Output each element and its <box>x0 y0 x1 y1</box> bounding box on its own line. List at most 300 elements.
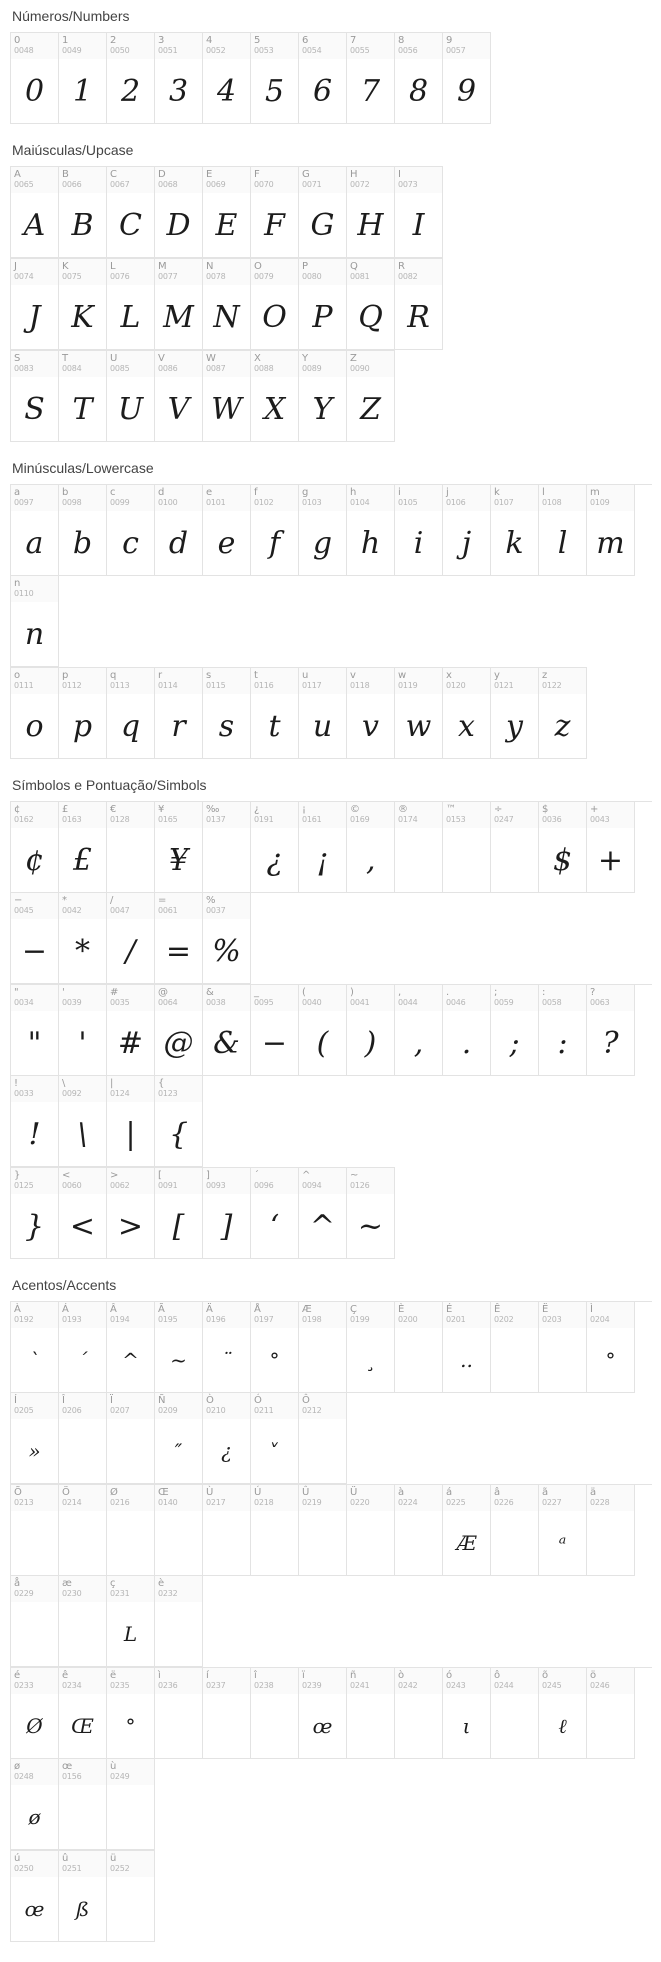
glyph-cell[interactable] <box>347 485 395 576</box>
glyph-cell[interactable] <box>203 259 251 350</box>
glyph-cell[interactable] <box>203 893 251 984</box>
glyph-header <box>59 485 106 511</box>
glyph-cell[interactable] <box>443 485 491 576</box>
glyph-cell[interactable] <box>107 351 155 442</box>
glyph-char-label: ó <box>446 1670 453 1681</box>
glyph-cell[interactable] <box>299 259 347 350</box>
glyph-char-label: g <box>302 487 309 498</box>
glyph-preview: v <box>362 708 379 744</box>
glyph-cell[interactable] <box>11 1851 59 1942</box>
glyph-cell[interactable] <box>107 1168 155 1259</box>
glyph-cell[interactable] <box>443 668 491 759</box>
glyph-preview: U <box>117 391 144 427</box>
glyph-cell[interactable] <box>107 1576 155 1667</box>
glyph-cell[interactable] <box>59 1393 107 1484</box>
glyph-cell[interactable] <box>443 1668 491 1759</box>
glyph-cell[interactable] <box>59 1302 107 1393</box>
glyph-cell[interactable] <box>203 668 251 759</box>
glyph-preview <box>59 1511 106 1575</box>
glyph-header <box>11 985 58 1011</box>
glyph-char-label: À <box>14 1304 21 1315</box>
glyph-char-label: = <box>158 895 167 906</box>
glyph-cell[interactable] <box>587 802 635 893</box>
glyph-cell[interactable] <box>155 1302 203 1393</box>
glyph-cell[interactable] <box>59 802 107 893</box>
glyph-preview <box>539 1328 586 1392</box>
glyph-cell[interactable] <box>11 1759 59 1850</box>
glyph-header <box>443 1302 490 1328</box>
glyph-header <box>59 668 106 694</box>
glyph-cell[interactable] <box>443 33 491 124</box>
glyph-cell[interactable] <box>587 1668 635 1759</box>
glyph-char-label: ÷ <box>494 804 503 815</box>
glyph-preview <box>587 1694 634 1758</box>
glyph-cell[interactable] <box>539 668 587 759</box>
glyph-code-label: 0162 <box>14 815 34 824</box>
glyph-header <box>539 1485 586 1511</box>
glyph-cell[interactable] <box>59 893 107 984</box>
glyph-char-label: ¥ <box>158 804 165 815</box>
glyph-code-label: 0071 <box>302 180 322 189</box>
glyph-cell[interactable] <box>155 33 203 124</box>
glyph-cell[interactable] <box>539 802 587 893</box>
glyph-preview: ° <box>269 1348 280 1372</box>
glyph-cell[interactable] <box>107 1485 155 1576</box>
glyph-cell[interactable] <box>59 1576 107 1667</box>
glyph-preview: p <box>72 708 93 744</box>
glyph-cell[interactable] <box>539 1302 587 1393</box>
glyph-cell[interactable] <box>347 668 395 759</box>
glyph-cell[interactable] <box>107 1851 155 1942</box>
glyph-cell[interactable] <box>395 668 443 759</box>
glyph-preview <box>203 828 250 892</box>
glyph-char-label: % <box>206 895 216 906</box>
glyph-preview: 3 <box>168 73 189 109</box>
glyph-cell[interactable] <box>251 351 299 442</box>
glyph-cell[interactable] <box>443 802 491 893</box>
glyph-cell[interactable] <box>299 668 347 759</box>
glyph-cell[interactable] <box>107 167 155 258</box>
glyph-char-label: ù <box>110 1761 117 1772</box>
glyph-cell[interactable] <box>203 1393 251 1484</box>
glyph-code-label: 0124 <box>110 1089 130 1098</box>
glyph-char-label: | <box>110 1078 114 1089</box>
glyph-header <box>11 167 58 193</box>
glyph-cell[interactable] <box>251 802 299 893</box>
glyph-cell[interactable] <box>155 485 203 576</box>
glyph-cell[interactable] <box>299 1668 347 1759</box>
glyph-cell[interactable] <box>155 1576 203 1667</box>
glyph-cell[interactable] <box>491 1668 539 1759</box>
glyph-preview <box>107 1419 154 1483</box>
glyph-preview: $ <box>552 842 573 878</box>
glyph-header <box>395 985 442 1011</box>
glyph-cell[interactable] <box>347 1668 395 1759</box>
glyph-header <box>251 259 298 285</box>
glyph-code-label: 0128 <box>110 815 130 824</box>
glyph-cell[interactable] <box>203 802 251 893</box>
glyph-code-label: 0120 <box>446 681 466 690</box>
glyph-header <box>443 1668 490 1694</box>
glyph-cell[interactable] <box>347 351 395 442</box>
glyph-row <box>10 258 443 350</box>
glyph-code-label: 0237 <box>206 1681 226 1690</box>
glyph-cell[interactable] <box>491 985 539 1076</box>
glyph-cell[interactable] <box>299 485 347 576</box>
glyph-code-label: 0038 <box>206 998 226 1007</box>
glyph-header <box>59 1576 106 1602</box>
glyph-cell[interactable] <box>59 1485 107 1576</box>
glyph-cell[interactable] <box>299 1393 347 1484</box>
glyph-char-label: v <box>350 670 356 681</box>
glyph-cell[interactable] <box>347 167 395 258</box>
glyph-code-label: 0050 <box>110 46 130 55</box>
glyph-cell[interactable] <box>251 33 299 124</box>
glyph-preview: g <box>312 525 333 561</box>
glyph-cell[interactable] <box>251 1668 299 1759</box>
glyph-code-label: 0123 <box>158 1089 178 1098</box>
glyph-cell[interactable] <box>107 259 155 350</box>
glyph-code-label: 0119 <box>398 681 418 690</box>
glyph-cell[interactable] <box>11 259 59 350</box>
glyph-char-label: Œ <box>158 1487 169 1498</box>
glyph-preview: > <box>117 1208 144 1244</box>
glyph-cell[interactable] <box>59 1851 107 1942</box>
glyph-cell[interactable] <box>251 668 299 759</box>
glyph-cell[interactable] <box>251 167 299 258</box>
glyph-cell[interactable] <box>347 259 395 350</box>
glyph-cell[interactable] <box>11 893 59 984</box>
glyph-cell[interactable] <box>299 985 347 1076</box>
glyph-cell[interactable] <box>587 485 635 576</box>
glyph-cell[interactable] <box>59 259 107 350</box>
glyph-code-label: 0093 <box>206 1181 226 1190</box>
glyph-cell[interactable] <box>155 893 203 984</box>
glyph-preview: K <box>71 299 94 335</box>
glyph-cell[interactable] <box>203 1668 251 1759</box>
glyph-preview: ¸ <box>365 1348 376 1372</box>
glyph-cell[interactable] <box>11 802 59 893</box>
glyph-cell[interactable] <box>491 802 539 893</box>
glyph-header <box>59 33 106 59</box>
glyph-header <box>11 1076 58 1102</box>
glyph-preview: o <box>25 708 44 744</box>
glyph-cell[interactable] <box>491 668 539 759</box>
glyph-cell[interactable] <box>107 485 155 576</box>
glyph-cell[interactable] <box>395 1485 443 1576</box>
glyph-header <box>107 1851 154 1877</box>
glyph-char-label: © <box>350 804 360 815</box>
glyph-header <box>443 1485 490 1511</box>
glyph-char-label: Ó <box>254 1395 262 1406</box>
glyph-header <box>395 167 442 193</box>
glyph-cell[interactable] <box>155 802 203 893</box>
glyph-code-label: 0241 <box>350 1681 370 1690</box>
glyph-cell[interactable] <box>59 1168 107 1259</box>
glyph-preview <box>491 1328 538 1392</box>
glyph-code-label: 0055 <box>350 46 370 55</box>
glyph-cell[interactable] <box>155 1485 203 1576</box>
glyph-header <box>491 1485 538 1511</box>
glyph-preview: X <box>263 391 286 427</box>
glyph-cell[interactable] <box>11 1076 59 1167</box>
glyph-char-label: Â <box>110 1304 117 1315</box>
glyph-cell[interactable] <box>11 1485 59 1576</box>
glyph-cell[interactable] <box>251 485 299 576</box>
glyph-cell[interactable] <box>395 985 443 1076</box>
glyph-cell[interactable] <box>59 1668 107 1759</box>
glyph-cell[interactable] <box>203 1485 251 1576</box>
glyph-header <box>395 668 442 694</box>
glyph-cell[interactable] <box>107 893 155 984</box>
glyph-cell[interactable] <box>539 1668 587 1759</box>
glyph-preview: ¢ <box>24 842 45 878</box>
glyph-header <box>59 1668 106 1694</box>
glyph-cell[interactable] <box>59 985 107 1076</box>
glyph-cell[interactable] <box>587 1485 635 1576</box>
glyph-cell[interactable] <box>107 1759 155 1850</box>
glyph-cell[interactable] <box>347 985 395 1076</box>
glyph-code-label: 0078 <box>206 272 226 281</box>
glyph-preview: E <box>215 207 238 243</box>
glyph-preview: ~ <box>170 1348 187 1372</box>
glyph-cell[interactable] <box>155 1076 203 1167</box>
glyph-cell[interactable] <box>251 1302 299 1393</box>
glyph-code-label: 0070 <box>254 180 274 189</box>
glyph-cell[interactable] <box>395 1668 443 1759</box>
glyph-preview: D <box>166 207 191 243</box>
glyph-cell[interactable] <box>155 1168 203 1259</box>
glyph-char-label: f <box>254 487 258 498</box>
glyph-cell[interactable] <box>203 1302 251 1393</box>
glyph-code-label: 0117 <box>302 681 322 690</box>
glyph-cell[interactable] <box>299 802 347 893</box>
glyph-cell[interactable] <box>347 1485 395 1576</box>
glyph-cell[interactable] <box>539 1485 587 1576</box>
glyph-code-label: 0081 <box>350 272 370 281</box>
glyph-cell[interactable] <box>443 1302 491 1393</box>
glyph-cell[interactable] <box>443 985 491 1076</box>
glyph-cell[interactable] <box>491 1485 539 1576</box>
glyph-header <box>299 668 346 694</box>
glyph-cell[interactable] <box>203 167 251 258</box>
glyph-code-label: 0114 <box>158 681 178 690</box>
glyph-cell[interactable] <box>11 1576 59 1667</box>
glyph-preview: l <box>557 525 568 561</box>
glyph-cell[interactable] <box>251 985 299 1076</box>
glyph-cell[interactable] <box>539 985 587 1076</box>
glyph-cell[interactable] <box>299 33 347 124</box>
glyph-char-label: { <box>158 1078 165 1089</box>
glyph-header <box>11 1759 58 1785</box>
glyph-cell[interactable] <box>155 985 203 1076</box>
glyph-cell[interactable] <box>251 1393 299 1484</box>
glyph-cell[interactable] <box>347 1302 395 1393</box>
glyph-code-label: 0235 <box>110 1681 130 1690</box>
glyph-cell[interactable] <box>203 1168 251 1259</box>
glyph-cell[interactable] <box>299 1485 347 1576</box>
glyph-cell[interactable] <box>11 1302 59 1393</box>
glyph-header <box>203 1393 250 1419</box>
glyph-code-label: 0206 <box>62 1406 82 1415</box>
glyph-code-label: 0105 <box>398 498 418 507</box>
glyph-code-label: 0052 <box>206 46 226 55</box>
glyph-cell[interactable] <box>299 351 347 442</box>
glyph-cell[interactable] <box>155 167 203 258</box>
glyph-char-label: ï <box>302 1670 305 1681</box>
glyph-cell[interactable] <box>587 1302 635 1393</box>
glyph-cell[interactable] <box>59 351 107 442</box>
glyph-cell[interactable] <box>539 485 587 576</box>
glyph-code-label: 0234 <box>62 1681 82 1690</box>
glyph-char-label: Ê <box>494 1304 501 1315</box>
glyph-cell[interactable] <box>155 668 203 759</box>
glyph-cell[interactable] <box>251 1168 299 1259</box>
glyph-cell[interactable] <box>59 668 107 759</box>
glyph-preview: − <box>261 1025 288 1061</box>
glyph-header <box>251 985 298 1011</box>
glyph-cell[interactable] <box>491 485 539 576</box>
glyph-header <box>155 1668 202 1694</box>
glyph-cell[interactable] <box>107 1302 155 1393</box>
glyph-row <box>10 350 395 442</box>
glyph-char-label: : <box>542 987 546 998</box>
glyph-cell[interactable] <box>395 1302 443 1393</box>
glyph-cell[interactable] <box>203 351 251 442</box>
glyph-cell[interactable] <box>395 802 443 893</box>
glyph-header <box>59 1759 106 1785</box>
glyph-header <box>587 485 634 511</box>
glyph-code-label: 0104 <box>350 498 370 507</box>
glyph-code-label: 0039 <box>62 998 82 1007</box>
glyph-cell[interactable] <box>203 33 251 124</box>
glyph-cell[interactable] <box>155 259 203 350</box>
glyph-cell[interactable] <box>107 33 155 124</box>
glyph-code-label: 0075 <box>62 272 82 281</box>
glyph-cell[interactable] <box>347 802 395 893</box>
glyph-preview: W <box>211 391 242 427</box>
glyph-code-label: 0216 <box>110 1498 130 1507</box>
glyph-code-label: 0083 <box>14 364 34 373</box>
glyph-row <box>10 1301 652 1484</box>
glyph-code-label: 0113 <box>110 681 130 690</box>
glyph-cell[interactable] <box>11 485 59 576</box>
glyph-header <box>11 33 58 59</box>
glyph-cell[interactable] <box>11 33 59 124</box>
glyph-cell[interactable] <box>11 1393 59 1484</box>
glyph-code-label: 0054 <box>302 46 322 55</box>
glyph-char-label: * <box>62 895 67 906</box>
glyph-cell[interactable] <box>59 33 107 124</box>
glyph-cell[interactable] <box>155 1393 203 1484</box>
glyph-code-label: 0163 <box>62 815 82 824</box>
glyph-header <box>59 1485 106 1511</box>
glyph-cell[interactable] <box>11 668 59 759</box>
glyph-code-label: 0251 <box>62 1864 82 1873</box>
glyph-preview: ℓ <box>558 1713 567 1738</box>
glyph-cell[interactable] <box>107 802 155 893</box>
glyph-char-label: A <box>14 169 21 180</box>
glyph-cell[interactable] <box>299 1168 347 1259</box>
glyph-char-label: Ì <box>590 1304 593 1315</box>
glyph-cell[interactable] <box>299 167 347 258</box>
glyph-cell[interactable] <box>155 1668 203 1759</box>
glyph-cell[interactable] <box>299 1302 347 1393</box>
glyph-code-label: 0064 <box>158 998 178 1007</box>
glyph-preview: | <box>125 1116 136 1152</box>
glyph-preview: .. <box>460 1348 473 1372</box>
glyph-cell[interactable] <box>395 485 443 576</box>
glyph-cell[interactable] <box>491 1302 539 1393</box>
glyph-cell[interactable] <box>395 33 443 124</box>
glyph-cell[interactable] <box>107 1076 155 1167</box>
glyph-cell[interactable] <box>11 351 59 442</box>
glyph-preview <box>155 1511 202 1575</box>
glyph-code-label: 0035 <box>110 998 130 1007</box>
glyph-char-label: ; <box>494 987 498 998</box>
glyph-cell[interactable] <box>59 1759 107 1850</box>
glyph-code-label: 0169 <box>350 815 370 824</box>
glyph-cell[interactable] <box>203 985 251 1076</box>
glyph-char-label: à <box>398 1487 405 1498</box>
glyph-preview: 4 <box>216 73 237 109</box>
glyph-header <box>59 167 106 193</box>
glyph-cell[interactable] <box>107 668 155 759</box>
glyph-code-label: 0057 <box>446 46 466 55</box>
glyph-char-label: é <box>14 1670 21 1681</box>
glyph-char-label: 7 <box>350 35 357 46</box>
glyph-cell[interactable] <box>11 985 59 1076</box>
glyph-cell[interactable] <box>11 576 59 667</box>
glyph-code-label: 0137 <box>206 815 226 824</box>
glyph-preview: * <box>75 933 90 969</box>
glyph-char-label: c <box>110 487 116 498</box>
glyph-cell[interactable] <box>107 1393 155 1484</box>
glyph-cell[interactable] <box>203 485 251 576</box>
glyph-code-label: 0067 <box>110 180 130 189</box>
glyph-preview: − <box>21 933 48 969</box>
glyph-cell[interactable] <box>59 485 107 576</box>
glyph-cell[interactable] <box>11 1668 59 1759</box>
glyph-code-label: 0047 <box>110 906 130 915</box>
glyph-cell[interactable] <box>251 259 299 350</box>
glyph-cell[interactable] <box>347 33 395 124</box>
glyph-cell[interactable] <box>443 1485 491 1576</box>
glyph-cell[interactable] <box>155 351 203 442</box>
glyph-code-label: 0085 <box>110 364 130 373</box>
glyph-cell[interactable] <box>11 167 59 258</box>
glyph-header <box>59 351 106 377</box>
glyph-header <box>587 985 634 1011</box>
glyph-cell[interactable] <box>59 1076 107 1167</box>
glyph-char-label: É <box>446 1304 453 1315</box>
glyph-cell[interactable] <box>107 985 155 1076</box>
glyph-char-label: , <box>398 987 402 998</box>
glyph-cell[interactable] <box>59 167 107 258</box>
glyph-code-label: 0244 <box>494 1681 514 1690</box>
glyph-code-label: 0036 <box>542 815 562 824</box>
glyph-cell[interactable] <box>395 167 443 258</box>
glyph-cell[interactable] <box>587 985 635 1076</box>
glyph-cell[interactable] <box>347 1168 395 1259</box>
glyph-cell[interactable] <box>11 1168 59 1259</box>
glyph-cell[interactable] <box>107 1668 155 1759</box>
glyph-code-label: 0207 <box>110 1406 130 1415</box>
glyph-header <box>299 985 346 1011</box>
glyph-cell[interactable] <box>395 259 443 350</box>
glyph-cell[interactable] <box>251 1485 299 1576</box>
glyph-code-label: 0161 <box>302 815 322 824</box>
